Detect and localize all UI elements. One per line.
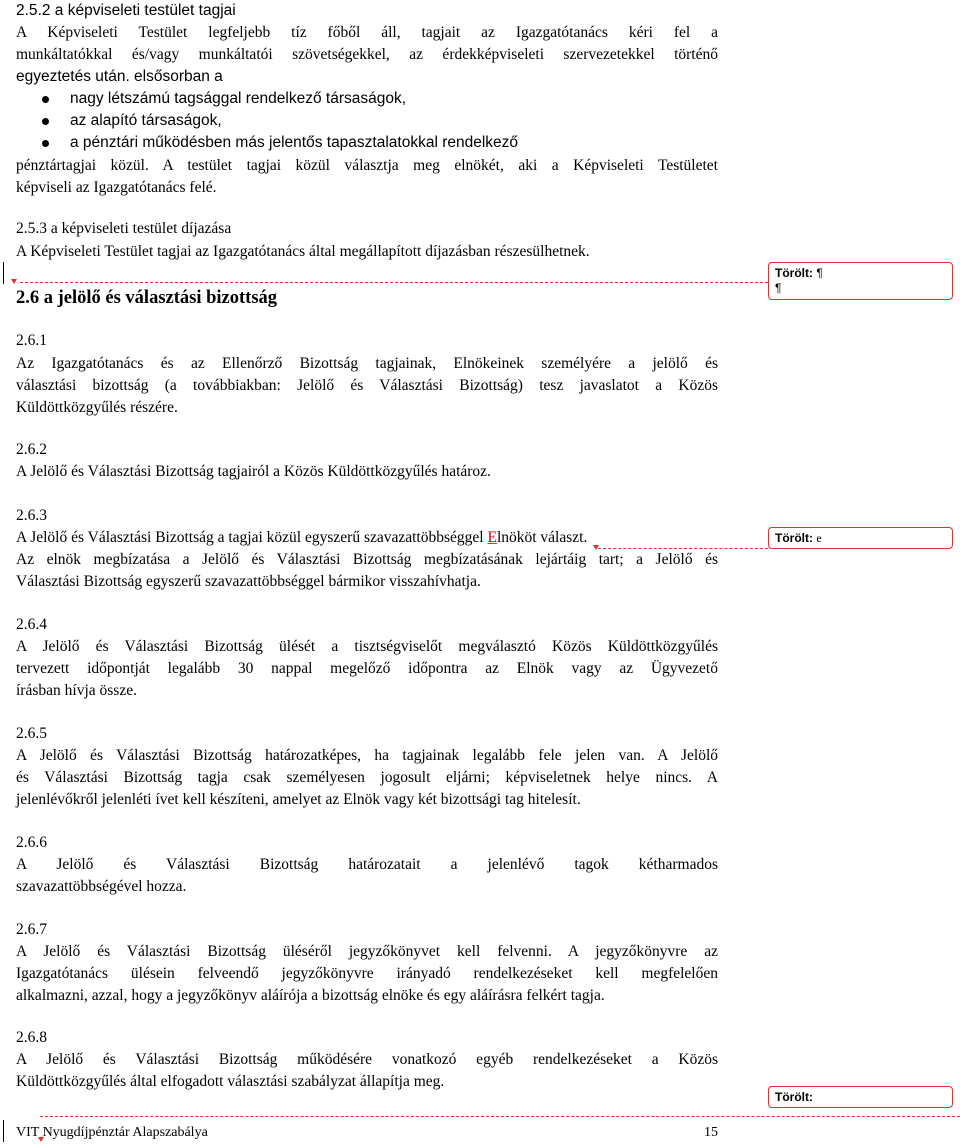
paragraph-line: írásban hívja össze. <box>16 682 137 699</box>
section-heading-2-5-2: 2.5.2 a képviseleti testület tagjai <box>16 2 236 19</box>
bullet-item: a pénztári működésben más jelentős tapasztalatokkal rendelkező <box>70 134 519 151</box>
paragraph-line: és Választási Bizottság tagja csak személyesen jogosult eljárni; képviseletnek helye nincs. A <box>16 769 718 786</box>
footer-title: VIT Nyugdíjpénztár Alapszabálya <box>16 1125 208 1140</box>
subsection-number: 2.6.1 <box>16 332 47 349</box>
balloon-text: ¶ <box>816 266 823 280</box>
paragraph-line: pénztártagjai közül. A testület tagjai közül választja meg elnökét, aki a Képviseleti Testületet <box>16 157 718 174</box>
revision-connector <box>20 282 768 283</box>
paragraph-line: Az elnök megbízatása a Jelölő és Választási Bizottság megbízatásának lejártáig tart; a Jelölő és <box>16 551 718 568</box>
change-bar <box>3 1120 4 1142</box>
subsection-number: 2.6.4 <box>16 616 47 633</box>
inserted-text: E <box>487 529 497 546</box>
section-heading-2-5-3: 2.5.3 a képviseleti testület díjazása <box>16 220 232 237</box>
subsection-number: 2.6.8 <box>16 1029 47 1046</box>
bullet-item: nagy létszámú tagsággal rendelkező társaságok, <box>70 90 407 107</box>
bullet-icon <box>42 118 49 125</box>
balloon-text: ¶ <box>775 281 782 295</box>
paragraph-line: A Jelölő és Választási Bizottság ülését a tisztségviselőt megválasztó Közös Küldöttközgyűlés <box>16 638 718 655</box>
paragraph-line: A Jelölő és Választási Bizottság működésére vonatkozó egyéb rendelkezéseket a Közös <box>16 1051 718 1068</box>
paragraph-line: A Képviseleti Testület tagjai az Igazgatótanács által megállapított díjazásban részesülhetnek. <box>16 243 590 260</box>
paragraph-line: tervezett időpontját legalább 30 nappal megelőző időpontra az Elnök vagy az Ügyvezető <box>16 660 718 677</box>
subsection-number: 2.6.3 <box>16 507 47 524</box>
paragraph-line: Küldöttközgyűlés által elfogadott választási szabályzat állapítja meg. <box>16 1073 445 1090</box>
bullet-icon <box>42 96 49 103</box>
deletion-balloon[interactable] <box>768 262 953 300</box>
paragraph-line: egyeztetés után. elsősorban a <box>16 68 223 85</box>
deletion-balloon[interactable] <box>768 1086 953 1108</box>
subsection-number: 2.6.2 <box>16 441 47 458</box>
bullet-icon <box>42 140 49 147</box>
bullet-item: az alapító társaságok, <box>70 112 222 129</box>
balloon-label: Törölt: <box>775 1090 813 1104</box>
revision-connector <box>40 1116 960 1117</box>
text-run: A Jelölő és Választási Bizottság a tagjai közül egyszerű szavazattöbbséggel <box>16 529 488 546</box>
paragraph-line: választási bizottság (a továbbiakban: Jelölő és Választási Bizottság) tesz javaslatot a Közös <box>16 377 718 394</box>
paragraph-line: Igazgatótanács ülésein felveendő jegyzőkönyvre irányadó rendelkezéseket kell megfelelően <box>16 965 718 982</box>
paragraph-line: A Jelölő és Választási Bizottság határozatait a jelenlévő tagok kétharmados <box>16 856 718 873</box>
paragraph-line: képviseli az Igazgatótanács felé. <box>16 179 217 196</box>
subsection-number: 2.6.5 <box>16 725 47 742</box>
paragraph-line: alkalmazni, azzal, hogy a jegyzőkönyv aláírója a bizottság elnöke és egy aláírásra felkért tagja. <box>16 987 605 1004</box>
text-run: lnököt választ. <box>496 529 588 546</box>
paragraph-line <box>16 527 587 549</box>
paragraph-line: A Jelölő és Választási Bizottság üléséről jegyzőkönyvet kell felvenni. A jegyzőkönyvre az <box>16 943 718 960</box>
page-footer <box>16 1124 718 1142</box>
page-number: 15 <box>704 1125 718 1140</box>
paragraph-line: Választási Bizottság egyszerű szavazattöbbséggel bármikor visszahívhatja. <box>16 573 481 590</box>
paragraph-line: A Képviseleti Testület legfeljebb tíz főből áll, tagjait az Igazgatótanács kéri fel a <box>16 24 718 41</box>
balloon-text: e <box>816 531 822 545</box>
paragraph-line: szavazattöbbségével hozza. <box>16 878 187 895</box>
deletion-caret-icon <box>11 279 17 284</box>
balloon-label: Törölt: <box>775 266 813 280</box>
subsection-number: 2.6.6 <box>16 834 47 851</box>
deletion-balloon[interactable] <box>768 527 953 549</box>
section-heading-2-6: 2.6 a jelölő és választási bizottság <box>16 288 278 308</box>
change-bar <box>3 262 4 284</box>
paragraph-line: A Jelölő és Választási Bizottság tagjairól a Közös Küldöttközgyűlés határoz. <box>16 463 491 480</box>
paragraph-line: A Jelölő és Választási Bizottság határozatképes, ha tagjainak legalább fele jelen van. A Jelölő <box>16 747 718 764</box>
paragraph-line: jelenlévőkről jelenléti ívet kell készíteni, amelyet az Elnök vagy két bizottsági tag hitelesít. <box>16 791 581 808</box>
subsection-number: 2.6.7 <box>16 921 47 938</box>
paragraph-line: munkáltatókkal és/vagy munkáltatói szövetségekkel, az érdekképviseleti szervezetekkel történő <box>16 46 718 63</box>
paragraph-line: Küldöttközgyűlés részére. <box>16 399 178 416</box>
balloon-label: Törölt: <box>775 531 813 545</box>
paragraph-line: Az Igazgatótanács és az Ellenőrző Bizottság tagjainak, Elnökeinek személyére a jelölő és <box>16 355 718 372</box>
